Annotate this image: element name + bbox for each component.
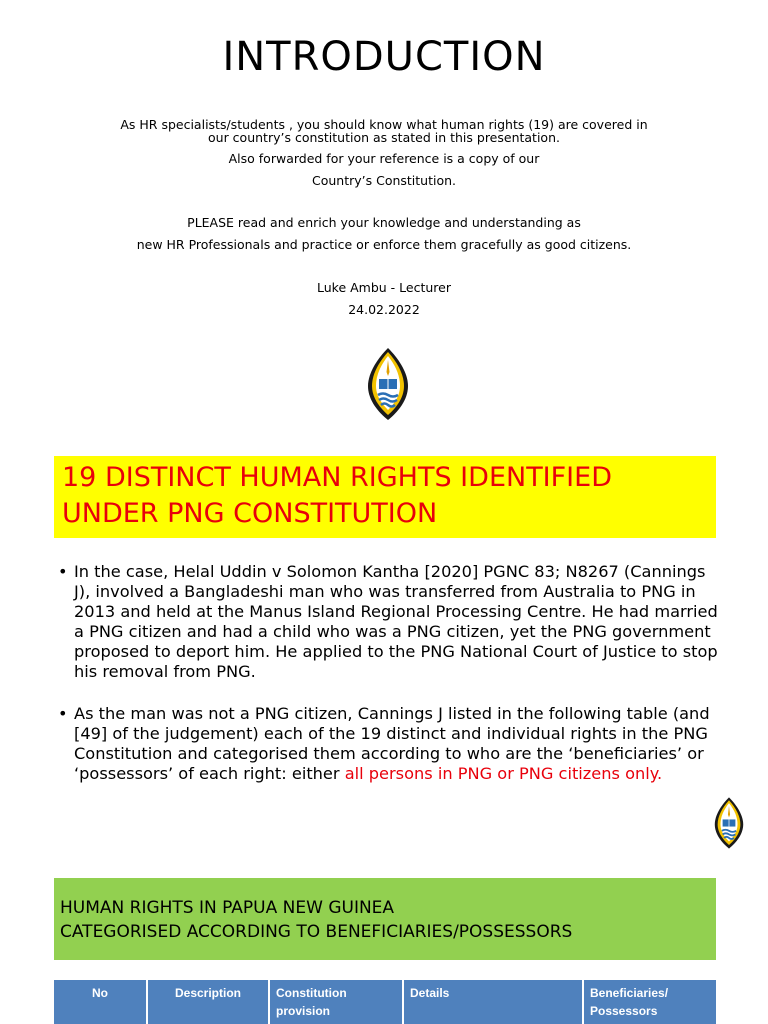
slide-introduction xyxy=(0,0,768,440)
lecturer-name: Luke Ambu - Lecturer xyxy=(317,280,451,295)
intro-text-line: PLEASE read and enrich your knowledge and understanding as xyxy=(187,215,581,230)
bullet-text: In the case, Helal Uddin v Solomon Kantha [2020] PGNC 83; N8267 (Cannings J), involved a Bangladeshi man who was transferred from Australia to PNG in 2013 and held at the Manus Island Regional Processing Centre. He had married a PNG citizen and had a child who was a PNG citizen, yet the PNG government proposed to deport him. He applied to the PNG National Court of Justice to stop his removal from PNG. xyxy=(74,562,718,681)
intro-text-line: Country’s Constitution. xyxy=(311,173,457,188)
bullet-highlight-text: all persons in PNG or PNG citizens only. xyxy=(344,764,663,783)
bullet-case-description xyxy=(58,562,718,682)
rights-heading xyxy=(62,460,612,532)
table-heading xyxy=(60,896,572,944)
case-bullets xyxy=(58,562,718,806)
slide-title: INTRODUCTION xyxy=(222,34,546,80)
table-heading-banner xyxy=(54,878,716,960)
intro-text-line: our country’s constitution as stated in this presentation. xyxy=(208,130,560,145)
column-header-details: Details xyxy=(404,980,582,1024)
intro-text-line: new HR Professionals and practice or enforce them gracefully as good citizens. xyxy=(136,237,632,252)
rights-heading-banner xyxy=(54,456,716,538)
intro-text-line: Also forwarded for your reference is a copy of our xyxy=(228,151,540,166)
university-crest-icon xyxy=(713,796,745,850)
bullet-text: As the man was not a PNG citizen, Cannings J listed in the following table (and [49] of the judgement) each of the 19 distinct and individual rights in the PNG Constitution and categorised them according to who are the ‘beneficiaries’ or ‘possessors’ of each right: either xyxy=(74,704,710,783)
rights-heading-line: UNDER PNG CONSTITUTION xyxy=(62,498,438,529)
rights-heading-line: 19 DISTINCT HUMAN RIGHTS IDENTIFIED xyxy=(62,462,612,493)
bullet-cannings-table xyxy=(58,704,718,784)
rights-table-header xyxy=(54,980,716,1024)
column-header-beneficiaries: Beneficiaries/ Possessors xyxy=(584,980,716,1024)
presentation-date: 24.02.2022 xyxy=(348,302,420,317)
column-header-no: No xyxy=(54,980,146,1024)
column-header-constitution-provision: Constitution provision xyxy=(270,980,402,1024)
table-heading-line: HUMAN RIGHTS IN PAPUA NEW GUINEA xyxy=(60,898,395,918)
table-heading-line: CATEGORISED ACCORDING TO BENEFICIARIES/POSSESSORS xyxy=(60,922,573,942)
university-crest-icon xyxy=(366,346,410,422)
intro-text-line: As HR specialists/students , you should know what human rights (19) are covered in xyxy=(120,117,648,132)
column-header-description: Description xyxy=(148,980,268,1024)
